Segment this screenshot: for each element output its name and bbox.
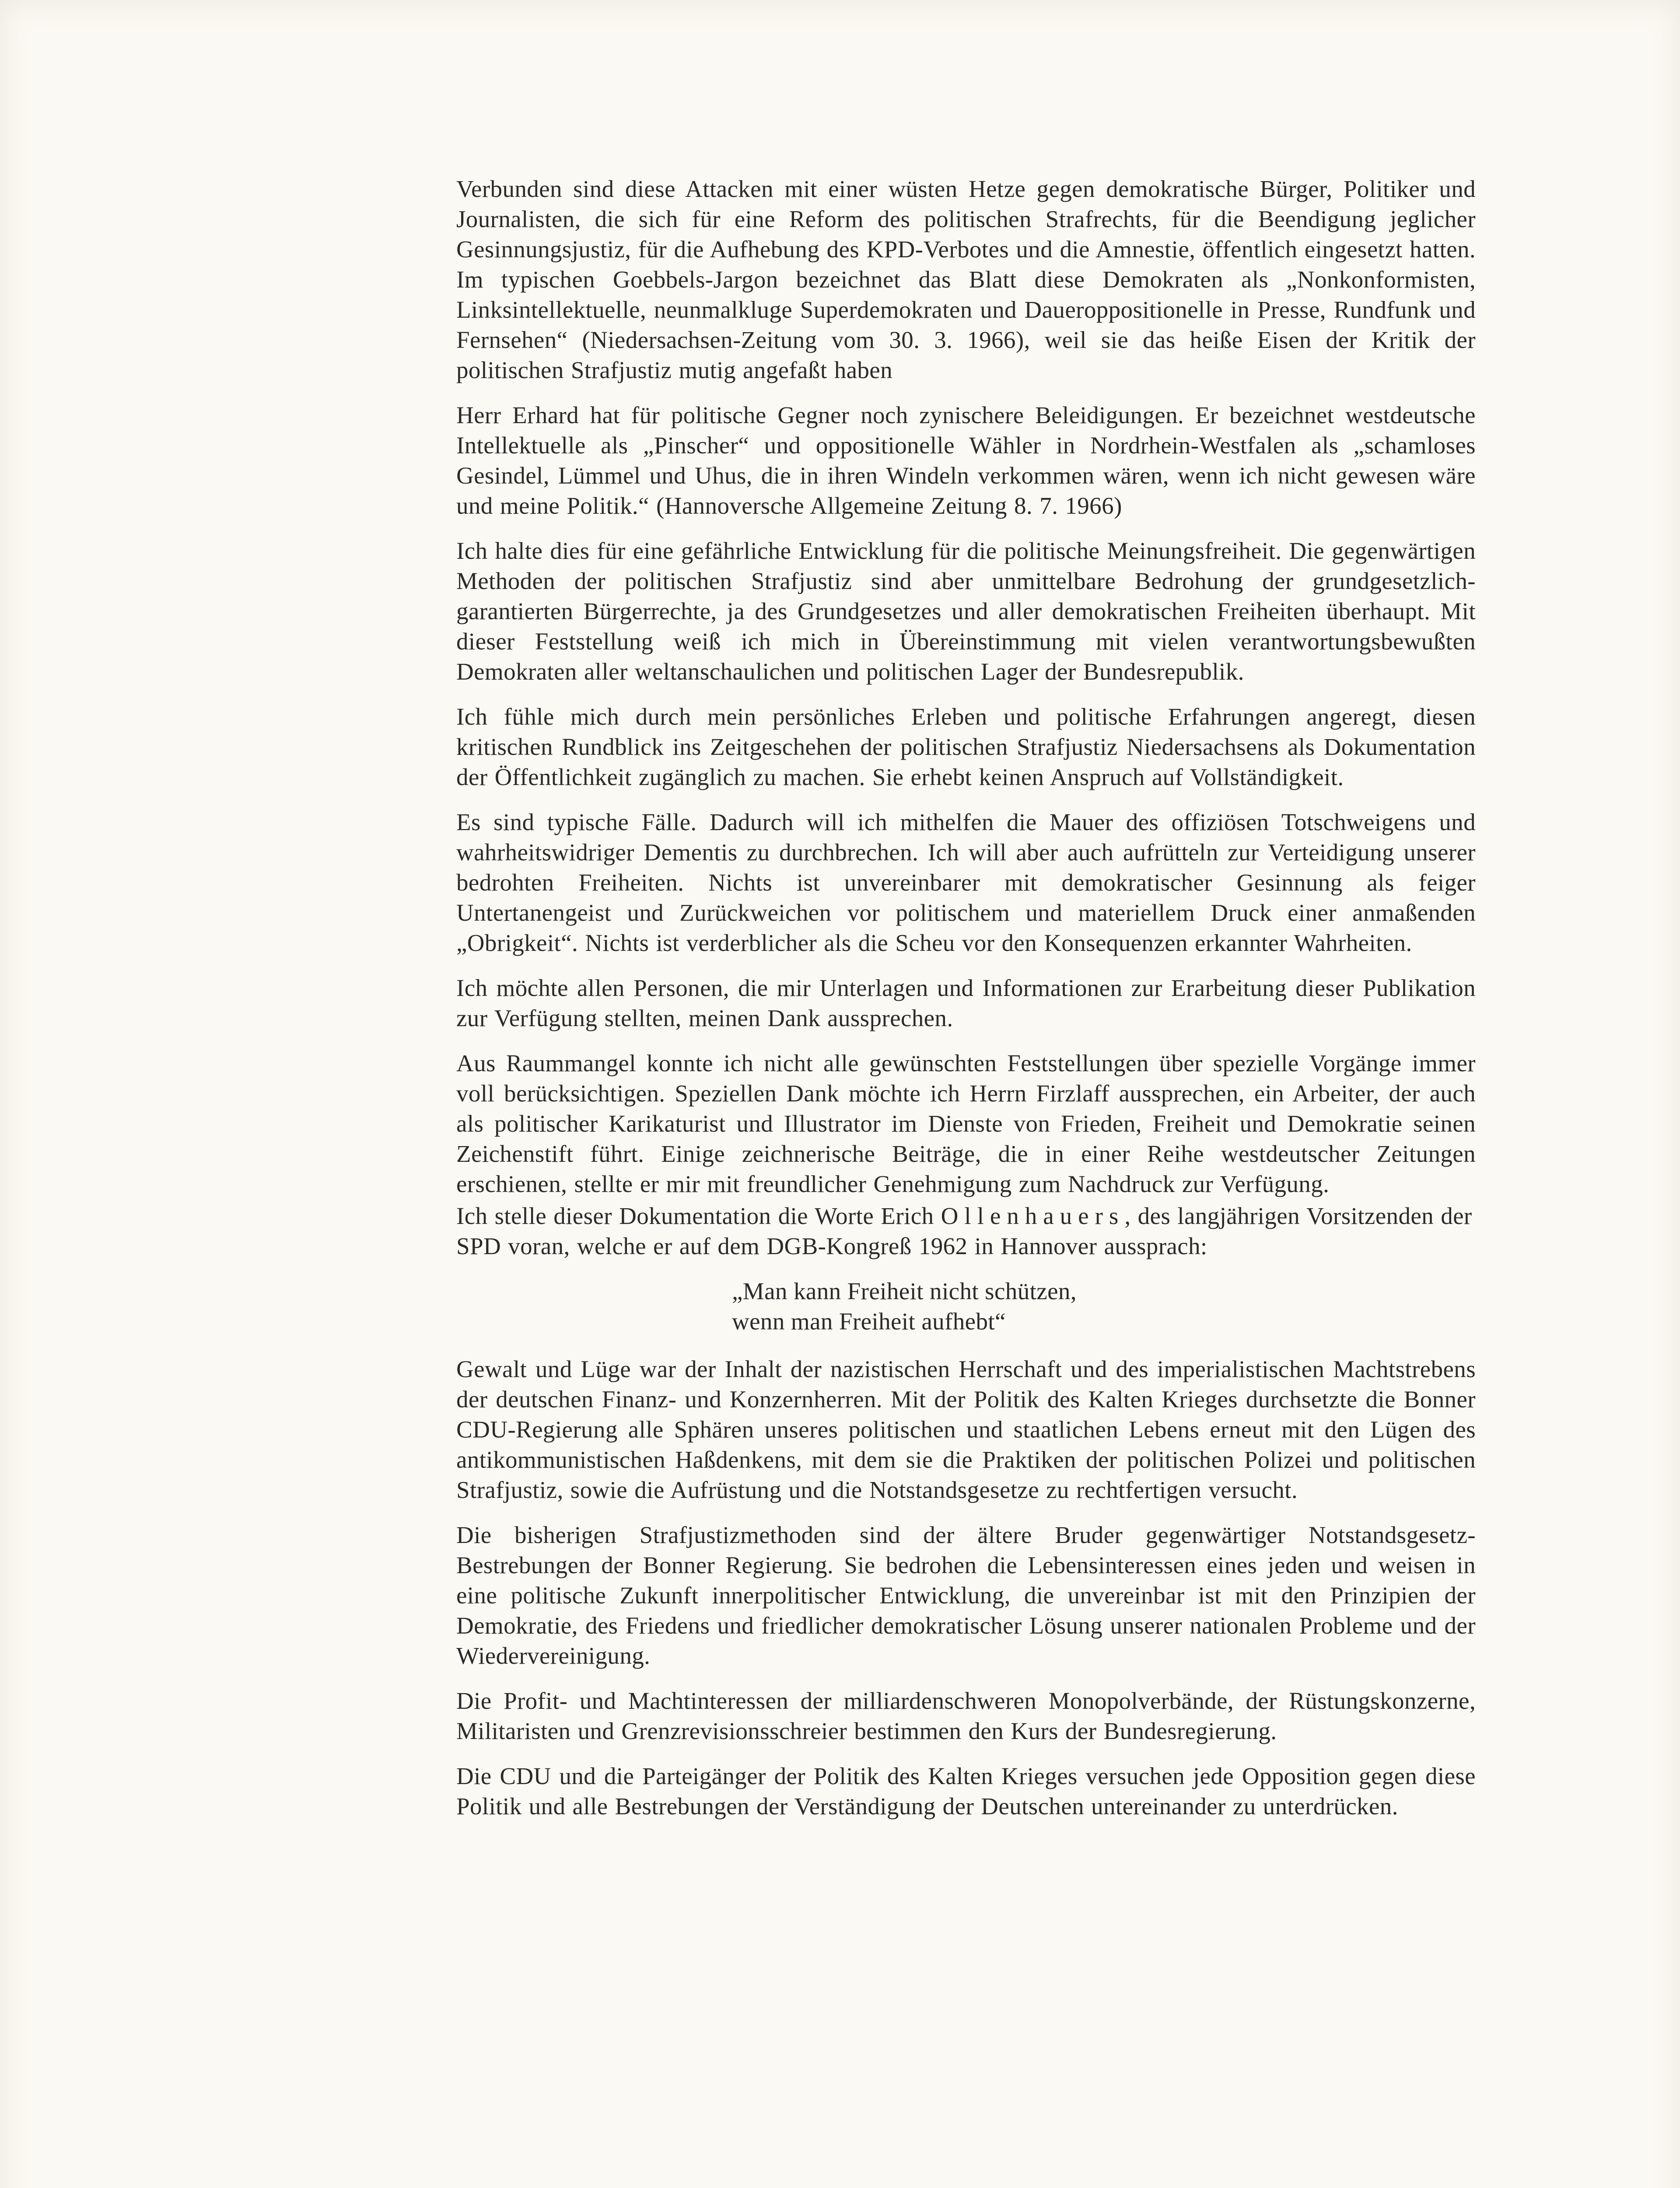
- paragraph-5: Es sind typische Fälle. Dadurch will ich mithelfen die Mauer des offiziösen Totschweigens und wahrheitswidriger Dementis zu durchbrechen. Ich will aber auch aufrütteln zur Verteidigung unserer bedrohten Freiheiten. Nichts ist unvereinbarer mit demokratischer Gesinnung als feiger Untertanengeist und Zurückweichen vor politischem und materiellem Druck einer anmaßenden „Obrigkeit“. Nichts ist verderblicher als die Scheu vor den Konsequenzen erkannter Wahrheiten.: [456, 809, 1476, 956]
- document-body: [456, 174, 1476, 1836]
- ollenhauer-name: Ollenhauers: [941, 1203, 1125, 1229]
- ollenhauer-intro: Ich stelle dieser Dokumentation die Worte Erich: [456, 1203, 941, 1229]
- paragraph-1: Verbunden sind diese Attacken mit einer wüsten Hetze gegen demokratische Bürger, Politiker und Journalisten, die sich für eine Reform des politischen Strafrechts, für die Beendigung jeglicher Gesinnungsjustiz, für die Aufhebung des KPD-Verbotes und die Amnestie, öffentlich eingesetzt hatten. Im typischen Goebbels-Jargon bezeichnet das Blatt diese Demokraten als „Nonkonformisten, Linksintellektuelle, neunmalkluge Superdemokraten und Daueroppositionelle in Presse, Rundfunk und Fernsehen“ (Niedersachsen-Zeitung vom 30. 3. 1966), weil sie das heiße Eisen der Kritik der politischen Strafjustiz mutig angefaßt haben: [456, 175, 1476, 383]
- paragraph-3: Ich halte dies für eine gefährliche Entwicklung für die politische Meinungsfreiheit. Die gegenwärtigen Methoden der politischen Strafjustiz sind aber unmittelbare Bedrohung der grundgesetzlich-garantierten Bürgerrechte, ja des Grundgesetzes und aller demokratischen Freiheiten überhaupt. Mit dieser Feststellung weiß ich mich in Übereinstimmung mit vielen verantwortungsbewußten Demokraten aller weltanschaulichen und politischen Lager der Bundesrepublik.: [456, 537, 1476, 685]
- ollenhauer-quote: [732, 1276, 1476, 1336]
- paragraph-9: Die bisherigen Strafjustizmethoden sind der ältere Bruder gegenwärtiger Notstandsgesetz-Bestrebungen der Bonner Regierung. Sie bedrohen die Lebensinteressen eines jeden und weisen in eine politische Zukunft innerpolitischer Entwicklung, die unvereinbar ist mit den Prinzipien der Demokratie, des Friedens und friedlicher demokratischer Lösung unserer nationalen Probleme und der Wiedervereinigung.: [456, 1522, 1476, 1669]
- paragraph-ollenhauer: [456, 1201, 1476, 1261]
- quote-line-1: „Man kann Freiheit nicht schützen,: [732, 1278, 1077, 1304]
- quote-line-2: wenn man Freiheit aufhebt“: [732, 1308, 1006, 1335]
- paragraph-6: Ich möchte allen Personen, die mir Unterlagen und Informationen zur Erarbeitung dieser Publikation zur Verfügung stellten, meinen Dank aussprechen.: [456, 975, 1476, 1031]
- ollenhauer-rest: , des langjährigen Vorsitzenden der SPD voran, welche er auf dem DGB-Kongreß 1962 in Hannover aussprach:: [456, 1203, 1472, 1259]
- paragraph-2: Herr Erhard hat für politische Gegner noch zynischere Beleidigungen. Er bezeichnet westdeutsche Intellektuelle als „Pinscher“ und oppositionelle Wähler in Nordrhein-Westfalen als „schamloses Gesindel, Lümmel und Uhus, die in ihren Windeln verkommen wären, wenn ich nicht gewesen wäre und meine Politik.“ (Hannoversche Allgemeine Zeitung 8. 7. 1966): [456, 402, 1476, 519]
- paragraph-7: Aus Raummangel konnte ich nicht alle gewünschten Feststellungen über spezielle Vorgänge immer voll berücksichtigen. Speziellen Dank möchte ich Herrn Firzlaff aussprechen, ein Arbeiter, der auch als politischer Karikaturist und Illustrator im Dienste von Frieden, Freiheit und Demokratie seinen Zeichenstift führt. Einige zeichnerische Beiträge, die in einer Reihe westdeutscher Zeitungen erschienen, stellte er mir mit freundlicher Genehmigung zum Nachdruck zur Verfügung.: [456, 1050, 1476, 1197]
- paragraph-4: Ich fühle mich durch mein persönliches Erleben und politische Erfahrungen angeregt, diesen kritischen Rundblick ins Zeitgeschehen der politischen Strafjustiz Niedersachsens als Dokumentation der Öffentlichkeit zugänglich zu machen. Sie erhebt keinen Anspruch auf Vollständigkeit.: [456, 703, 1476, 790]
- paragraph-11: Die CDU und die Parteigänger der Politik des Kalten Krieges versuchen jede Opposition gegen diese Politik und alle Bestrebungen der Verständigung der Deutschen untereinander zu unterdrücken.: [456, 1763, 1476, 1820]
- paragraph-10: Die Profit- und Machtinteressen der milliardenschweren Monopolverbände, der Rüstungskonzerne, Militaristen und Grenzrevisionsschreier bestimmen den Kurs der Bundesregierung.: [456, 1687, 1476, 1744]
- paragraph-8: Gewalt und Lüge war der Inhalt der nazistischen Herrschaft und des imperialistischen Machtstrebens der deutschen Finanz- und Konzernherren. Mit der Politik des Kalten Krieges durchsetzte die Bonner CDU-Regierung alle Sphären unseres politischen und staatlichen Lebens erneut mit den Lügen des antikommunistischen Haßdenkens, mit dem sie die Praktiken der politischen Polizei und politischen Strafjustiz, sowie die Aufrüstung und die Notstandsgesetze zu rechtfertigen versucht.: [456, 1356, 1476, 1503]
